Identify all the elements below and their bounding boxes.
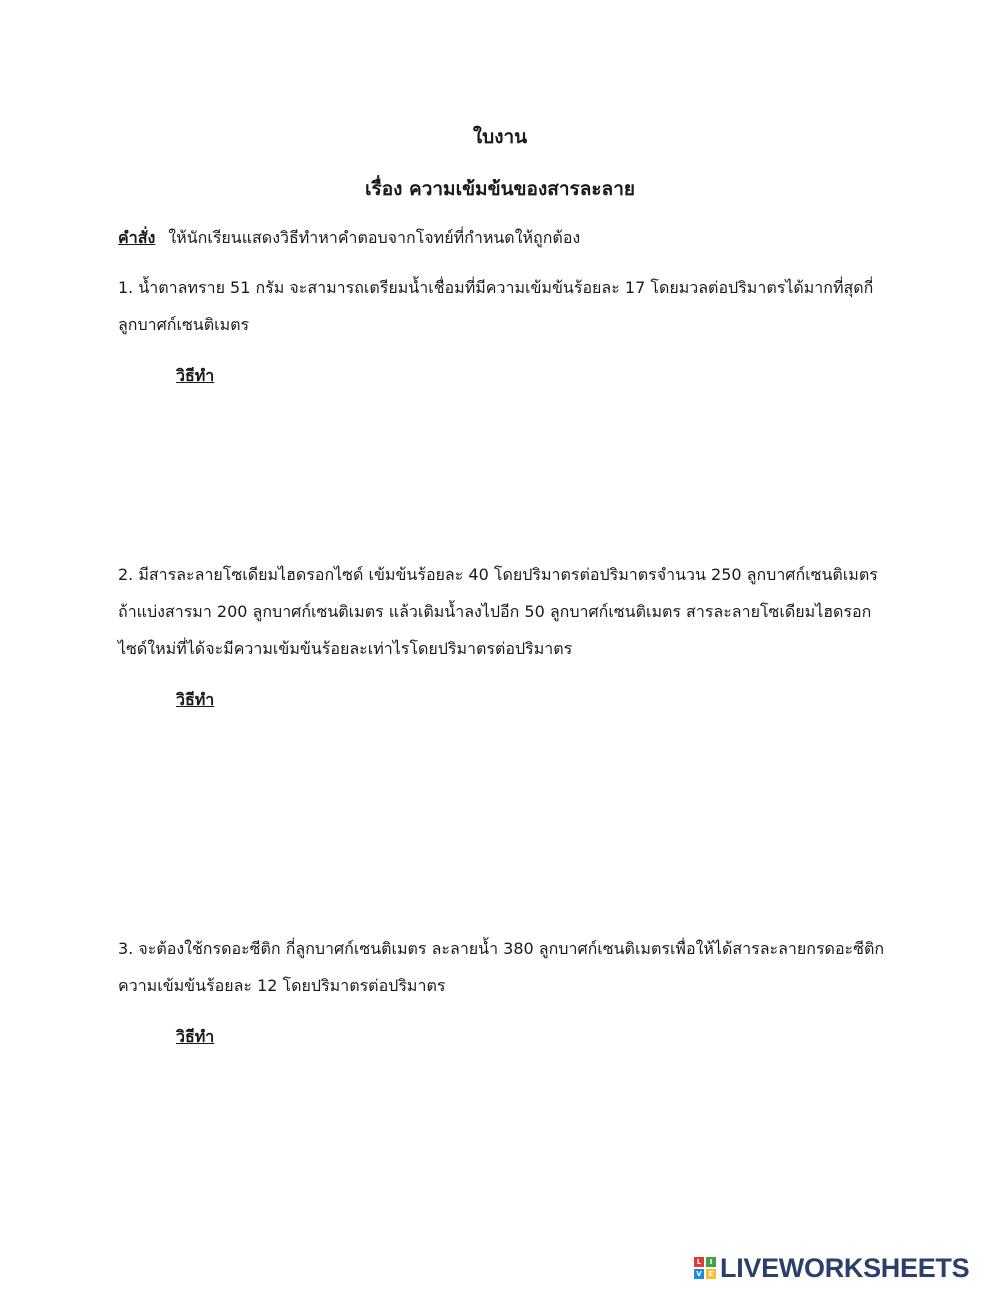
liveworksheets-logo [694,1254,969,1282]
logo-grid-square-1: L [694,1257,704,1267]
logo-grid-icon [694,1257,716,1279]
logo-grid-square-3: V [694,1269,704,1279]
question-3-line-2: ความเข้มข้นร้อยละ 12 โดยปริมาตรต่อปริมาตร [118,976,446,995]
instruction-text: ให้นักเรียนแสดงวิธีทำหาคำตอบจากโจทย์ที่กำหนดให้ถูกต้อง [168,228,581,247]
question-1-line-1: 1. น้ำตาลทราย 51 กรัม จะสามารถเตรียมน้ำเชื่อมที่มีความเข้มข้นร้อยละ 17 โดยมวลต่อปริมาตรได้มากที่สุดกี่ [118,278,874,297]
question-2-line-1: 2. มีสารละลายโซเดียมไฮดรอกไซด์ เข้มข้นร้อยละ 40 โดยปริมาตรต่อปริมาตรจำนวน 250 ลูกบาศก์เซนติเมตร [118,565,878,584]
logo-grid-square-2: I [706,1257,716,1267]
logo-grid-square-4: E [706,1269,716,1279]
question-2-answer-area[interactable] [118,716,878,916]
instruction [118,226,580,251]
question-1-line-2: ลูกบาศก์เซนติเมตร [118,315,250,334]
question-3-line-1: 3. จะต้องใช้กรดอะซีติก กี่ลูกบาศก์เซนติเมตร ละลายน้ำ 380 ลูกบาศก์เซนติเมตรเพื่อให้ได้สารละลายกรดอะซีติก [118,939,885,958]
question-1-method-label: วิธีทำ [176,366,215,385]
instruction-label: คำสั่ง [118,228,156,247]
question-3-method-label: วิธีทำ [176,1027,215,1046]
question-2-line-3: ไซด์ใหม่ที่ได้จะมีความเข้มข้นร้อยละเท่าไรโดยปริมาตรต่อปริมาตร [118,639,573,658]
logo-text: LIVEWORKSHEETS [720,1252,970,1283]
worksheet-subtitle: เรื่อง ความเข้มข้นของสารละลาย [365,178,635,200]
question-2-line-2: ถ้าแบ่งสารมา 200 ลูกบาศก์เซนติเมตร แล้วเติมน้ำลงไปอีก 50 ลูกบาศก์เซนติเมตร สารละลายโซเดียมไฮดรอก [118,602,872,621]
question-2-method-label: วิธีทำ [176,690,215,709]
question-1-answer-area[interactable] [118,392,878,552]
worksheet-title: ใบงาน [472,126,528,148]
question-3-answer-area[interactable] [118,1053,878,1233]
